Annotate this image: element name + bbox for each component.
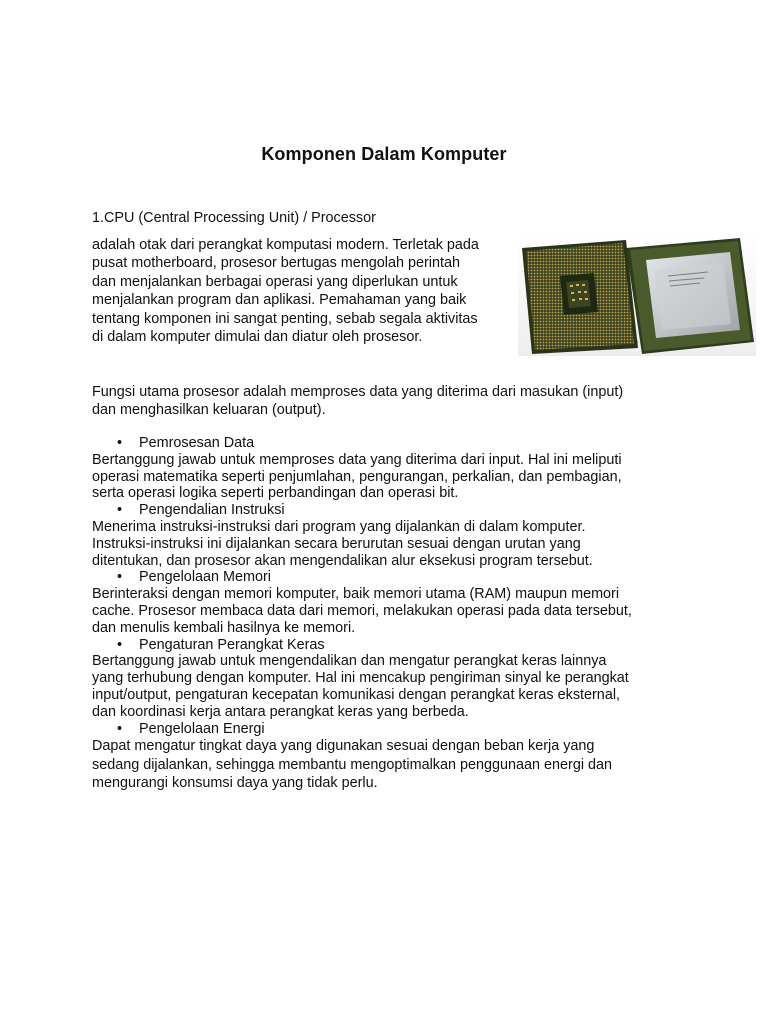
description-line: Dapat mengatur tingkat daya yang digunakan sesuai dengan beban kerja yang xyxy=(92,738,595,755)
description-line: Bertanggung jawab untuk memproses data yang diterima dari input. Hal ini meliputi xyxy=(92,451,622,468)
list-item-description xyxy=(92,737,692,792)
list-item-description xyxy=(92,452,692,502)
bullet-icon: • xyxy=(117,502,123,519)
list-item-description xyxy=(92,519,692,569)
list-item xyxy=(92,502,692,569)
bullet-icon: • xyxy=(117,435,123,451)
description-line: operasi matematika seperti penjumlahan, pengurangan, perkalian, dan pembagian, xyxy=(92,468,622,485)
description-line: dan koordinasi kerja antara perangkat keras yang berbeda. xyxy=(92,703,469,720)
list-item-title-text: Pengendalian Instruksi xyxy=(139,502,285,519)
intro-line: menjalankan program dan aplikasi. Pemahaman yang baik xyxy=(92,292,467,309)
list-item xyxy=(92,569,692,636)
page-title: Komponen Dalam Komputer xyxy=(261,144,507,164)
description-line: sedang dijalankan, sehingga membantu mengoptimalkan penggunaan energi dan xyxy=(92,756,613,773)
description-line: Menerima instruksi-instruksi dari program yang dijalankan di dalam komputer. xyxy=(92,518,586,535)
bullet-icon: • xyxy=(117,569,123,586)
list-item xyxy=(92,637,692,721)
list-item-description xyxy=(92,586,692,636)
list-item xyxy=(92,435,692,502)
intro-line: pusat motherboard, prosesor bertugas mengolah perintah xyxy=(92,255,460,272)
intro-paragraph xyxy=(92,236,522,346)
list-item-title xyxy=(92,502,692,519)
list-item-title xyxy=(92,637,692,654)
function-line: Fungsi utama prosesor adalah memproses data yang diterima dari masukan (input) xyxy=(92,384,624,400)
bullet-icon: • xyxy=(117,636,123,653)
description-line: Instruksi-instruksi ini dijalankan secara berurutan sesuai dengan urutan yang xyxy=(92,535,581,552)
description-line: mengurangi konsumsi daya yang tidak perlu. xyxy=(92,774,378,791)
list-item-title-text: Pemrosesan Data xyxy=(139,435,255,451)
bullet-icon: • xyxy=(117,720,123,737)
description-line: Bertanggung jawab untuk mengendalikan dan mengatur perangkat keras lainnya xyxy=(92,653,607,670)
intro-line: di dalam komputer dimulai dan diatur oleh prosesor. xyxy=(92,329,423,346)
list-item-title xyxy=(92,721,692,738)
function-list xyxy=(92,435,692,792)
description-line: dan menulis kembali hasilnya ke memori. xyxy=(92,619,356,636)
list-item-title xyxy=(92,435,692,452)
description-line: input/output, pengaturan kecepatan komunikasi dengan perangkat keras eksternal, xyxy=(92,686,621,703)
intro-line: dan menjalankan berbagai operasi yang diperlukan untuk xyxy=(92,273,458,290)
description-line: serta operasi logika seperti perbandingan dan operasi bit. xyxy=(92,485,459,502)
list-item-description xyxy=(92,653,692,720)
cpu-processor-image xyxy=(518,230,756,356)
list-item-title-text: Pengelolaan Memori xyxy=(139,569,271,586)
description-line: Berinteraksi dengan memori komputer, baik memori utama (RAM) maupun memori xyxy=(92,586,620,603)
intro-line: adalah otak dari perangkat komputasi modern. Terletak pada xyxy=(92,237,479,253)
list-item xyxy=(92,721,692,792)
list-item-title-text: Pengaturan Perangkat Keras xyxy=(139,636,325,653)
description-line: yang terhubung dengan komputer. Hal ini mencakup pengiriman sinyal ke perangkat xyxy=(92,670,629,687)
list-item-title-text: Pengelolaan Energi xyxy=(139,720,265,737)
cpu-pin-side xyxy=(522,240,638,354)
description-line: ditentukan, dan prosesor akan mengendalikan alur eksekusi program tersebut. xyxy=(92,552,593,569)
intro-line: tentang komponen ini sangat penting, sebab segala aktivitas xyxy=(92,310,478,327)
description-line: cache. Prosesor membaca data dari memori, melakukan operasi pada data tersebut, xyxy=(92,602,632,619)
list-item-title xyxy=(92,569,692,586)
section-heading-cpu: 1.CPU (Central Processing Unit) / Processor xyxy=(92,210,376,226)
cpu-top-side xyxy=(626,238,754,354)
function-paragraph xyxy=(92,383,623,419)
function-line: dan menghasilkan keluaran (output). xyxy=(92,402,326,418)
